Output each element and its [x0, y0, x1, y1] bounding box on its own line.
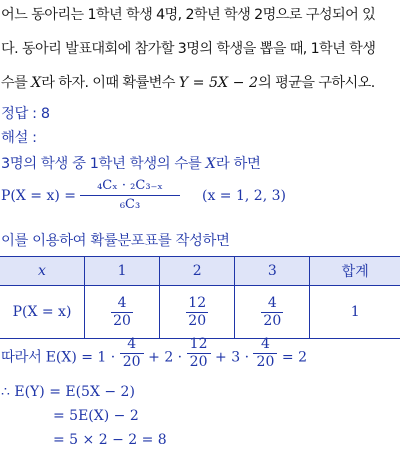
explanation-label: 해설 : — [1, 130, 37, 146]
variable-x: X — [31, 75, 42, 91]
cell-denominator: 20 — [188, 312, 207, 329]
table-header-cell: 1 — [85, 257, 160, 286]
answer — [1, 102, 50, 123]
explanation-sentence-2: 이를 이용하여 확률분포표를 작성하면 — [1, 233, 230, 249]
problem-line-1: 어느 동아리는 1학년 학생 4명, 2학년 학생 2명으로 구성되어 있 — [1, 7, 376, 23]
table-header-row — [0, 257, 400, 286]
fraction-denominator: 20 — [189, 354, 208, 370]
expectation-prefix: 따라서 — [1, 349, 46, 366]
problem-text: 라 하자. 이때 확률변수 — [41, 75, 179, 91]
fraction-numerator: 12 — [189, 336, 208, 352]
explanation-sentence-1 — [1, 152, 261, 173]
probability-condition: (x = 1, 2, 3) — [202, 188, 286, 204]
table-cell — [160, 286, 235, 339]
expectation-result: = 2 — [277, 349, 308, 366]
table-row — [0, 286, 400, 339]
expectation-term: + 3 · — [210, 349, 254, 366]
table-header-cell: 합계 — [310, 257, 400, 286]
variable-x: X — [205, 156, 216, 172]
problem-text: 수를 — [1, 75, 32, 91]
ey-line-2: = 5E(X) − 2 — [53, 408, 139, 424]
table-cell: 1 — [310, 286, 400, 339]
table-header-cell: x — [0, 257, 85, 286]
probability-fraction — [80, 177, 180, 214]
problem-line-3 — [1, 72, 375, 92]
explanation-text: 3명의 학생 중 1학년 학생의 수를 — [1, 156, 206, 172]
cell-denominator: 20 — [263, 312, 282, 329]
problem-line-2: 다. 동아리 발표대회에 참가할 3명의 학생을 뽑을 때, 1학년 학생 — [1, 41, 376, 57]
ey-line-3: = 5 × 2 − 2 = 8 — [53, 432, 167, 448]
fraction-denominator: 20 — [122, 354, 141, 370]
problem-text: 의 평균을 구하시오. — [258, 75, 375, 91]
fraction-numerator: 4 — [261, 336, 270, 352]
fraction-numerator: 4 — [127, 336, 137, 352]
expectation-line — [1, 336, 308, 371]
expectation-lhs: E(X) = 1 · — [45, 349, 120, 366]
fraction-denominator: ₆C₃ — [119, 197, 141, 212]
cell-numerator: 4 — [117, 294, 127, 311]
ey-line-1: ∴ E(Y) = E(5X − 2) — [1, 384, 135, 400]
table-header-cell: 2 — [160, 257, 235, 286]
expectation-term: + 2 · — [143, 349, 187, 366]
cell-denominator: 20 — [113, 312, 131, 329]
fraction-numerator: ₄Cₓ · ₂C₃₋ₓ — [97, 178, 163, 193]
table-row-label: P(X = x) — [0, 286, 85, 339]
table-cell — [235, 286, 310, 339]
fraction-denominator: 20 — [256, 354, 275, 370]
answer-label: 정답 : — [1, 106, 41, 122]
probability-distribution-table — [0, 256, 400, 339]
cell-numerator: 4 — [267, 294, 277, 311]
cell-numerator: 12 — [188, 294, 207, 311]
answer-value: 8 — [40, 106, 50, 122]
random-variable-equation: Y = 5X − 2 — [178, 75, 259, 91]
explanation-text: 라 하면 — [215, 156, 261, 172]
probability-lhs: P(X = x) = — [1, 188, 77, 204]
table-cell — [85, 286, 160, 339]
table-header-cell: 3 — [235, 257, 310, 286]
